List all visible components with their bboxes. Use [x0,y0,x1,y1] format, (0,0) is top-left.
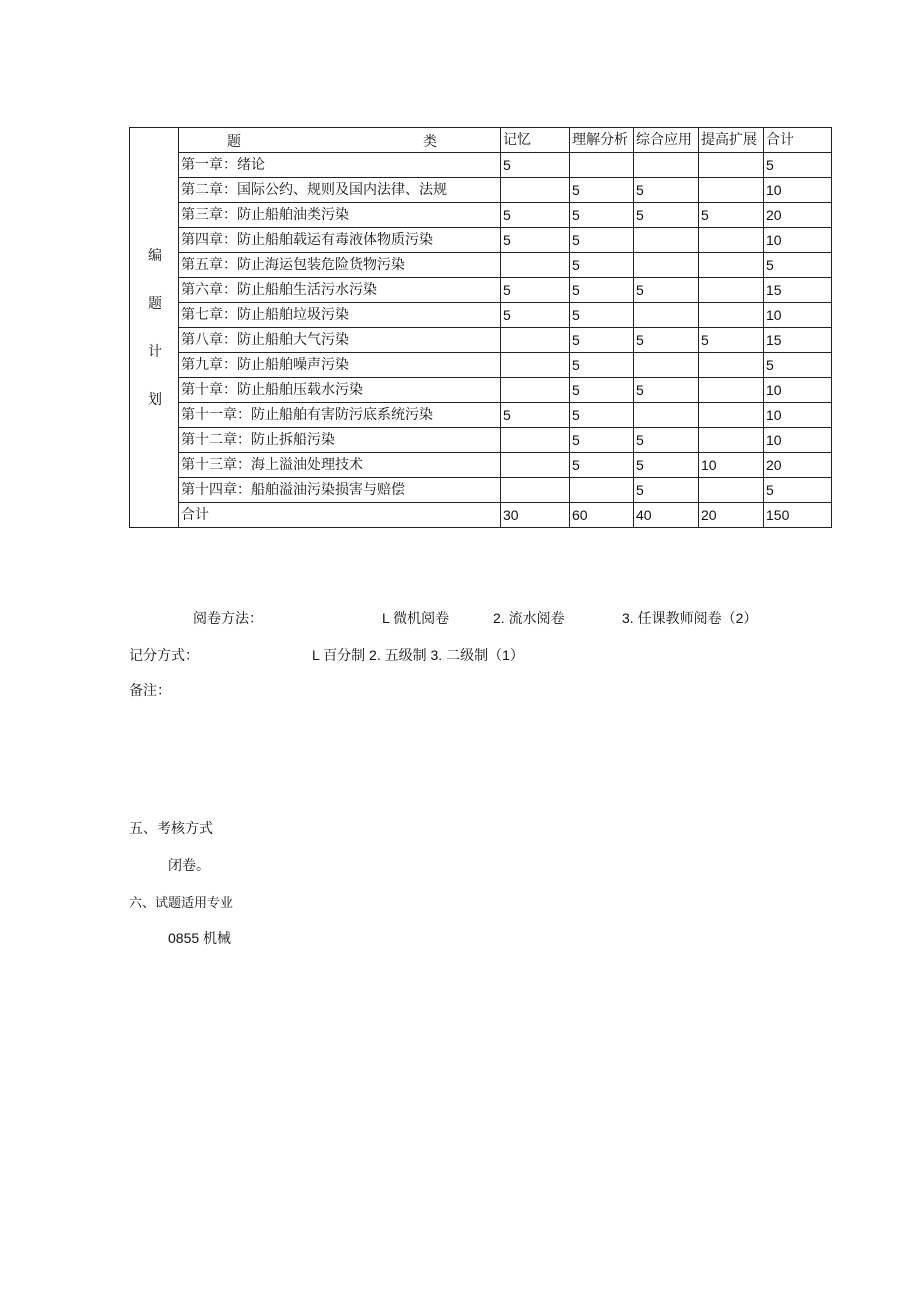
value-cell: 5 [634,478,699,503]
section6-body: 0855 机械 [168,930,232,946]
chapter-cell: 第二章：国际公约、规则及国内法律、法规 [179,178,501,203]
value-cell: 5 [501,303,570,328]
value-cell: 5 [634,453,699,478]
diag-header-type-left: 题 [227,134,241,150]
value-cell [570,153,634,178]
grading-method-label: 阅卷方法： [193,611,263,627]
grading-option-1: L 微机阅卷 [382,610,450,626]
value-cell [501,353,570,378]
column-header: 记忆 [501,128,570,153]
value-cell: 5 [570,428,634,453]
chapter-cell: 合计 [179,503,501,528]
diagonal-header-cell [179,128,501,153]
grading-option-3: 3. 任课教师阅卷（2） [622,610,758,626]
value-cell [501,328,570,353]
value-cell: 5 [634,428,699,453]
chapter-cell: 第十二章：防止拆船污染 [179,428,501,453]
value-cell [699,228,764,253]
table-row [130,278,832,303]
chapter-cell: 第四章：防止船舶载运有毒液体物质污染 [179,228,501,253]
value-cell: 5 [699,328,764,353]
grading-option-2: 2. 流水阅卷 [493,610,565,626]
table-row [130,303,832,328]
total-row [130,503,832,528]
table-row [130,453,832,478]
column-header: 合计 [764,128,832,153]
value-cell: 20 [699,503,764,528]
value-cell: 5 [570,353,634,378]
value-cell [699,153,764,178]
table-row [130,403,832,428]
value-cell: 5 [570,253,634,278]
value-cell [699,428,764,453]
value-cell [634,228,699,253]
value-cell: 5 [764,253,832,278]
table-header-row [130,128,832,153]
value-cell: 5 [634,203,699,228]
value-cell: 10 [764,428,832,453]
value-cell: 5 [764,153,832,178]
column-header: 综合应用 [634,128,699,153]
value-cell [634,303,699,328]
value-cell [634,253,699,278]
chapter-cell: 第三章：防止船舶油类污染 [179,203,501,228]
table-row [130,203,832,228]
value-cell [501,253,570,278]
table-row [130,153,832,178]
chapter-cell: 第十一章：防止船舶有害防污底系统污染 [179,403,501,428]
value-cell: 5 [570,453,634,478]
table-row [130,328,832,353]
value-cell: 5 [634,378,699,403]
side-label-char: 计 [148,343,162,360]
value-cell: 15 [764,328,832,353]
value-cell: 10 [764,228,832,253]
value-cell [501,378,570,403]
value-cell [634,403,699,428]
chapter-cell: 第一章：绪论 [179,153,501,178]
chapter-cell: 第十三章：海上溢油处理技术 [179,453,501,478]
value-cell [501,178,570,203]
value-cell: 40 [634,503,699,528]
value-cell: 5 [570,278,634,303]
value-cell [699,378,764,403]
value-cell: 5 [501,403,570,428]
column-header: 提高扩展 [699,128,764,153]
value-cell: 5 [570,228,634,253]
value-cell [699,478,764,503]
value-cell: 5 [634,328,699,353]
value-cell: 5 [501,153,570,178]
section6-heading: 六、试题适用专业 [129,895,234,910]
value-cell: 5 [634,178,699,203]
side-label-char: 划 [148,391,162,408]
value-cell: 5 [570,328,634,353]
value-cell: 15 [764,278,832,303]
value-cell [634,353,699,378]
diag-header-type-right: 类 [423,134,437,150]
exam-plan-table [129,127,832,528]
value-cell [699,178,764,203]
value-cell: 30 [501,503,570,528]
chapter-cell: 第六章：防止船舶生活污水污染 [179,278,501,303]
value-cell: 10 [699,453,764,478]
chapter-cell: 第九章：防止船舶噪声污染 [179,353,501,378]
value-cell: 5 [699,203,764,228]
value-cell: 5 [570,178,634,203]
side-label-cell [130,128,179,528]
diag-header-top [227,130,437,153]
value-cell: 60 [570,503,634,528]
scoring-method-value: L 百分制 2. 五级制 3. 二级制（1） [312,647,524,663]
table-row [130,478,832,503]
remarks-label: 备注： [129,683,171,699]
value-cell [634,153,699,178]
value-cell: 5 [501,278,570,303]
value-cell [699,353,764,378]
value-cell [570,478,634,503]
table-row [130,253,832,278]
table-row [130,228,832,253]
table-row [130,428,832,453]
value-cell: 5 [570,303,634,328]
value-cell: 5 [570,403,634,428]
value-cell [699,303,764,328]
value-cell: 5 [634,278,699,303]
value-cell [699,403,764,428]
value-cell: 5 [501,203,570,228]
side-label-char: 题 [148,295,162,312]
value-cell [501,478,570,503]
side-label-char: 编 [148,247,162,264]
chapter-cell: 第五章：防止海运包装危险货物污染 [179,253,501,278]
column-header: 理解分析 [570,128,634,153]
value-cell: 150 [764,503,832,528]
section5-body: 闭卷。 [168,858,210,874]
value-cell [699,253,764,278]
value-cell: 5 [764,353,832,378]
value-cell: 20 [764,453,832,478]
scoring-method-label: 记分方式： [129,648,199,664]
value-cell: 10 [764,378,832,403]
value-cell: 20 [764,203,832,228]
table-row [130,378,832,403]
value-cell: 5 [764,478,832,503]
value-cell: 5 [570,203,634,228]
value-cell [699,278,764,303]
section5-heading: 五、考核方式 [129,821,213,837]
chapter-cell: 第十四章：船舶溢油污染损害与赔偿 [179,478,501,503]
chapter-cell: 第八章：防止船舶大气污染 [179,328,501,353]
value-cell: 10 [764,303,832,328]
table-row [130,353,832,378]
chapter-cell: 第十章：防止船舶压载水污染 [179,378,501,403]
value-cell: 10 [764,403,832,428]
value-cell: 5 [570,378,634,403]
value-cell: 5 [501,228,570,253]
table-row [130,178,832,203]
value-cell [501,453,570,478]
value-cell [501,428,570,453]
chapter-cell: 第七章：防止船舶垃圾污染 [179,303,501,328]
value-cell: 10 [764,178,832,203]
